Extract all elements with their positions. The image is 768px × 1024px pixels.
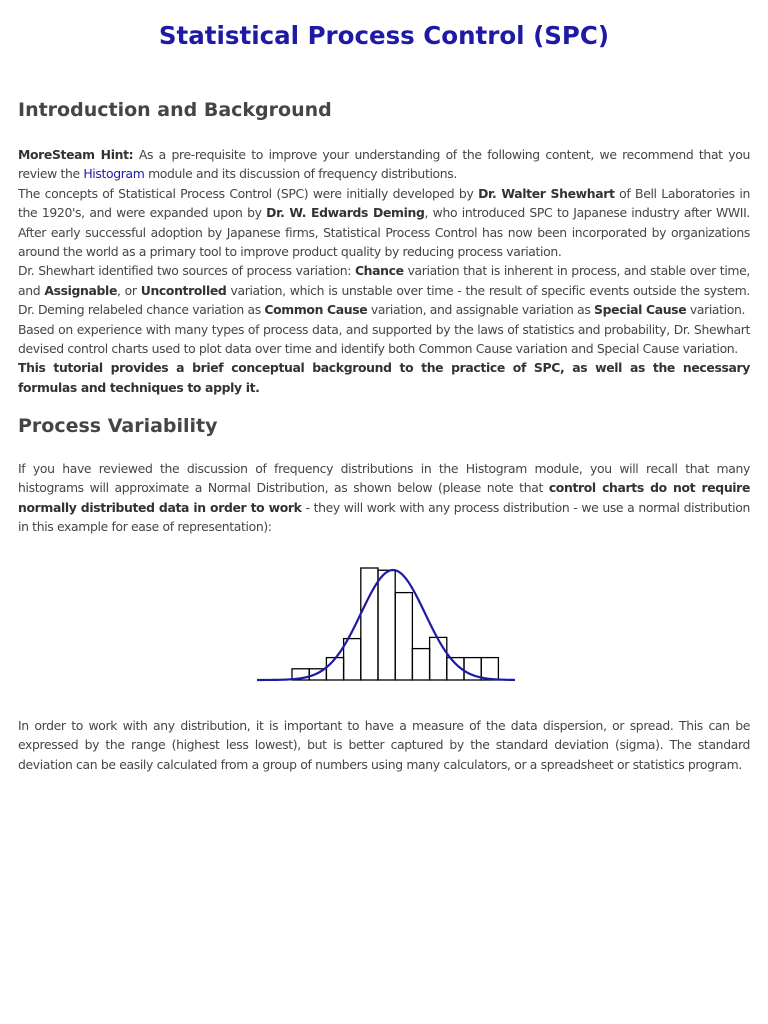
history-text-c: of Bell Laboratories in the 1920's, and were expanded upon by: [18, 185, 750, 221]
section-heading-process-variability: Process Variability: [18, 415, 218, 437]
tutorial-summary-text: This tutorial provides a brief conceptual background to the practice of SPC, as well as the necessary formulas and techniques to apply it.: [18, 360, 750, 395]
sources-text-a: Dr. Shewhart identified two sources of process variation:: [18, 263, 355, 279]
hint-text-2: module and its discussion of frequency distributions.: [144, 166, 457, 182]
histogram-bar: [412, 649, 429, 680]
histogram-bar: [344, 639, 361, 680]
control-charts-paragraph: Based on experience with many types of process data, and supported by the laws of statistics and probability, Dr. Shewhart devised control charts used to plot data over time and identify both Common Cause variation and Special Cause variation.: [18, 321, 750, 357]
sources-text-c: variation that is inherent in process, and stable over time, and: [18, 263, 750, 298]
tutorial-summary-paragraph: [18, 358, 750, 397]
chance-term: Chance: [354, 263, 404, 279]
sources-text-k: variation.: [686, 302, 746, 318]
histogram-bar: [395, 593, 412, 680]
histogram-bar: [481, 658, 498, 680]
deming-name: Dr. W. Edwards Deming: [266, 205, 425, 221]
introduction-text: [18, 145, 750, 397]
sources-text-g: variation, which is unstable over time - the result of specific events outside the system. Dr. Deming relabeled chance variation as: [18, 282, 750, 318]
sources-text-e: , or: [117, 282, 141, 298]
variation-sources-paragraph: [18, 261, 750, 319]
variability-text-a: If you have reviewed the discussion of frequency distributions in the Histogram module, you will recall that many histograms will approximate a Normal Distribution, as shown below (please note that: [18, 461, 750, 496]
history-text-a: The concepts of Statistical Process Control (SPC) were initially developed by: [18, 185, 479, 201]
normal-distribution-figure: [255, 562, 517, 686]
hint-text-1: As a pre-requisite to improve your understanding of the following content, we recommend that you review the: [18, 147, 750, 182]
hint-paragraph: [18, 145, 750, 184]
dispersion-paragraph: In order to work with any distribution, it is important to have a measure of the data dispersion, or spread. This can be expressed by the range (highest less lowest), but is better captured by the standard deviation (sigma). The standard deviation can be easily calculated from a group of numbers using many calculators, or a spreadsheet or statistics program.: [18, 718, 750, 772]
histogram-bar: [326, 658, 343, 680]
common-cause-term: Common Cause: [264, 302, 368, 318]
histogram-bar: [430, 637, 447, 680]
uncontrolled-term: Uncontrolled: [140, 282, 227, 298]
histogram-bar: [378, 570, 395, 680]
control-charts-note: control charts do not require normally distributed data in order to work: [18, 480, 751, 515]
history-text-e: , who introduced SPC to Japanese industry after WWII. After early successful adoption by Japanese firms, Statistical Process Control has now been incorporated by organizations around the world as a primary tool to improve product quality by reducing process variation.: [18, 205, 750, 260]
normal-curve: [257, 570, 515, 680]
histogram-link[interactable]: Histogram: [83, 166, 145, 182]
history-paragraph: [18, 184, 750, 262]
variability-paragraph: [18, 459, 750, 537]
variability-text-c: - they will work with any process distribution - we use a normal distribution in this example for ease of representation):: [18, 499, 750, 535]
assignable-term: Assignable: [44, 282, 118, 298]
sources-text-i: variation, and assignable variation as: [367, 302, 595, 318]
special-cause-term: Special Cause: [594, 302, 687, 318]
page-title: Statistical Process Control (SPC): [158, 21, 610, 50]
shewhart-name: Dr. Walter Shewhart: [478, 185, 615, 201]
hint-label: MoreSteam Hint:: [18, 147, 134, 162]
section-heading-introduction: Introduction and Background: [18, 99, 332, 121]
